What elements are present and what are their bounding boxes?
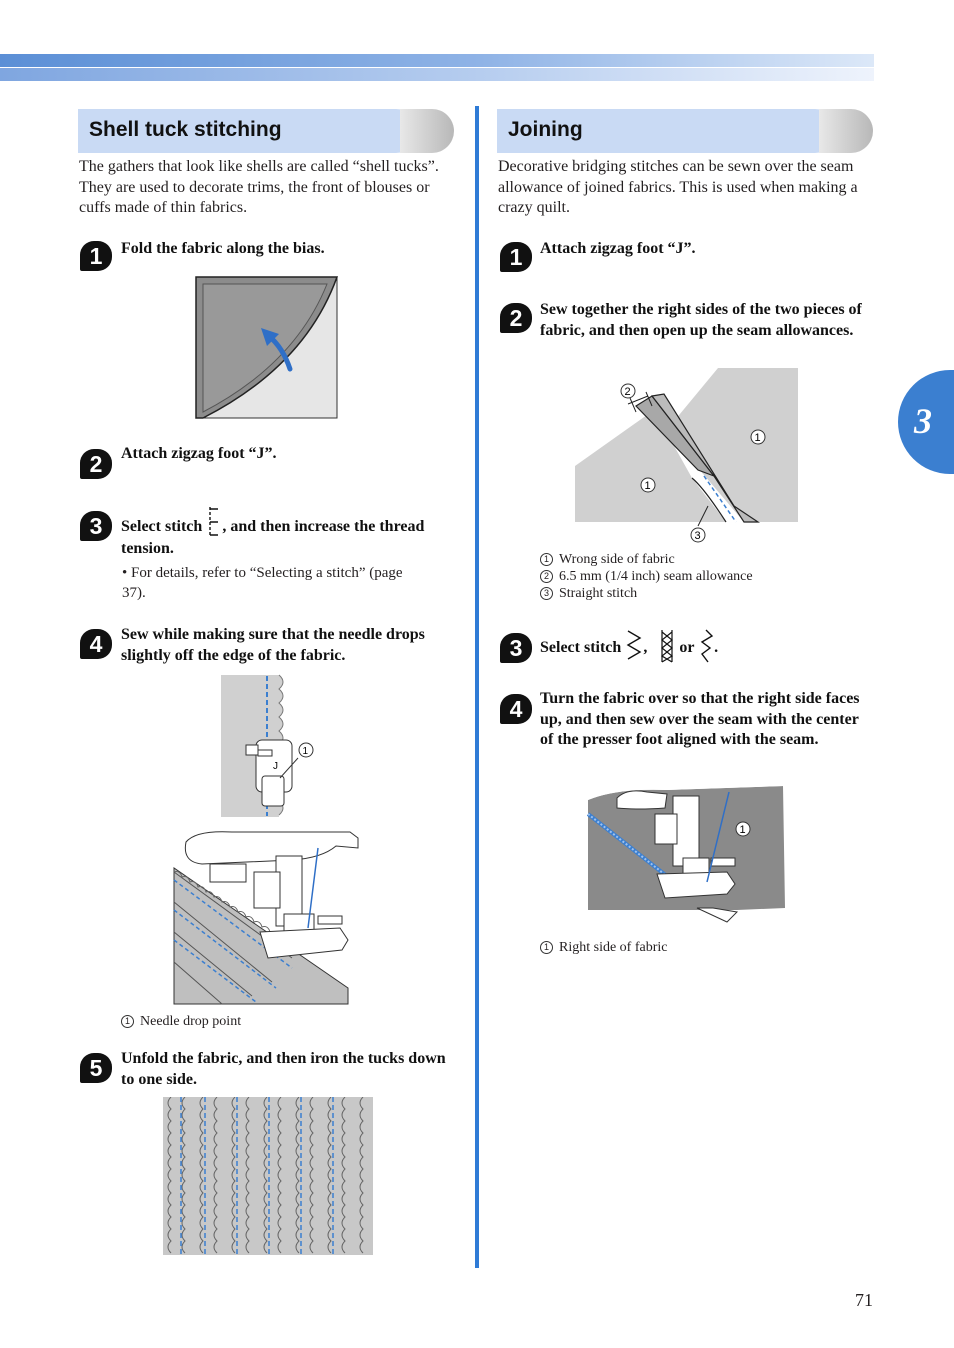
stitch-reference-note: • For details, refer to “Selecting a stitch” (page 37). xyxy=(122,565,403,601)
fold-fabric-illustration xyxy=(195,276,341,422)
cross-stitch-icon xyxy=(659,628,675,664)
section-header-joining xyxy=(497,109,873,153)
step-text: Attach zigzag foot “J”. xyxy=(121,445,277,462)
step-number: 3 xyxy=(500,633,532,663)
chapter-number: 3 xyxy=(914,401,932,441)
callout-1: 1 xyxy=(302,746,309,757)
legend-item: 2 6.5 mm (1/4 inch) seam allowance xyxy=(540,568,870,585)
seam-allowance-illustration xyxy=(574,366,800,544)
joining-intro: Decorative bridging stitches can be sewn over the seam allowance of joined fabrics. This is used when making a crazy quilt. xyxy=(498,158,858,216)
step-text: Sew while making sure that the needle drops slightly off the edge of the fabric. xyxy=(121,626,425,664)
step-text: Fold the fabric along the bias. xyxy=(121,240,325,257)
callout-1: 1 xyxy=(739,824,746,836)
step-number: 2 xyxy=(500,303,532,333)
step-number: 5 xyxy=(80,1053,112,1083)
step-number: 2 xyxy=(80,449,112,479)
step-text: Unfold the fabric, and then iron the tucks down to one side. xyxy=(121,1050,446,1088)
needle-drop-caption: 1 Needle drop point xyxy=(121,1013,421,1030)
step-number: 4 xyxy=(80,629,112,659)
callout-3: 3 xyxy=(694,530,701,542)
ironed-tucks-illustration xyxy=(163,1097,373,1255)
sewing-over-seam-illustration xyxy=(587,778,787,934)
step-number: 4 xyxy=(500,694,532,724)
shell-tuck-stitch-icon xyxy=(206,505,222,539)
right-side-caption: 1 Right side of fabric xyxy=(540,939,870,956)
callout-number: 1 xyxy=(121,1015,134,1028)
section-title: Joining xyxy=(508,118,583,141)
callout-1: 1 xyxy=(644,480,651,492)
step-text: Select stitch , or . xyxy=(540,628,870,664)
zigzag-stitch-icon xyxy=(625,628,643,664)
page-number: 71 xyxy=(855,1290,873,1310)
legend-item: 3 Straight stitch xyxy=(540,585,870,602)
step-text: Select stitch , and then increase the thread tension. xyxy=(121,505,451,560)
section-header-shell-tuck xyxy=(78,109,454,153)
step-text: Attach zigzag foot “J”. xyxy=(540,240,696,257)
sewing-shell-tucks-illustration xyxy=(172,828,360,1008)
section-title: Shell tuck stitching xyxy=(89,118,282,141)
shell-tuck-intro: The gathers that look like shells are called “shell tucks”. They are used to decorate trims, the front of blouses or cuffs made of thin fabrics. xyxy=(79,158,439,216)
needle-drop-point-illustration xyxy=(220,674,320,818)
header-stripe-bottom xyxy=(0,68,874,81)
column-divider xyxy=(475,106,479,1268)
step-number: 1 xyxy=(500,242,532,272)
feather-stitch-icon xyxy=(698,628,714,664)
step-text: Sew together the right sides of the two pieces of fabric, and then open up the seam allowances. xyxy=(540,301,862,339)
foot-letter: J xyxy=(273,761,278,772)
callout-2: 2 xyxy=(624,386,631,398)
step-number: 1 xyxy=(80,241,112,271)
callout-1: 1 xyxy=(754,432,761,444)
step-text: Turn the fabric over so that the right side faces up, and then sew over the seam with the center of the presser foot aligned with the seam. xyxy=(540,690,860,748)
legend-item: 1 Wrong side of fabric xyxy=(540,551,870,568)
step-number: 3 xyxy=(80,511,112,541)
header-stripe-top xyxy=(0,54,874,67)
